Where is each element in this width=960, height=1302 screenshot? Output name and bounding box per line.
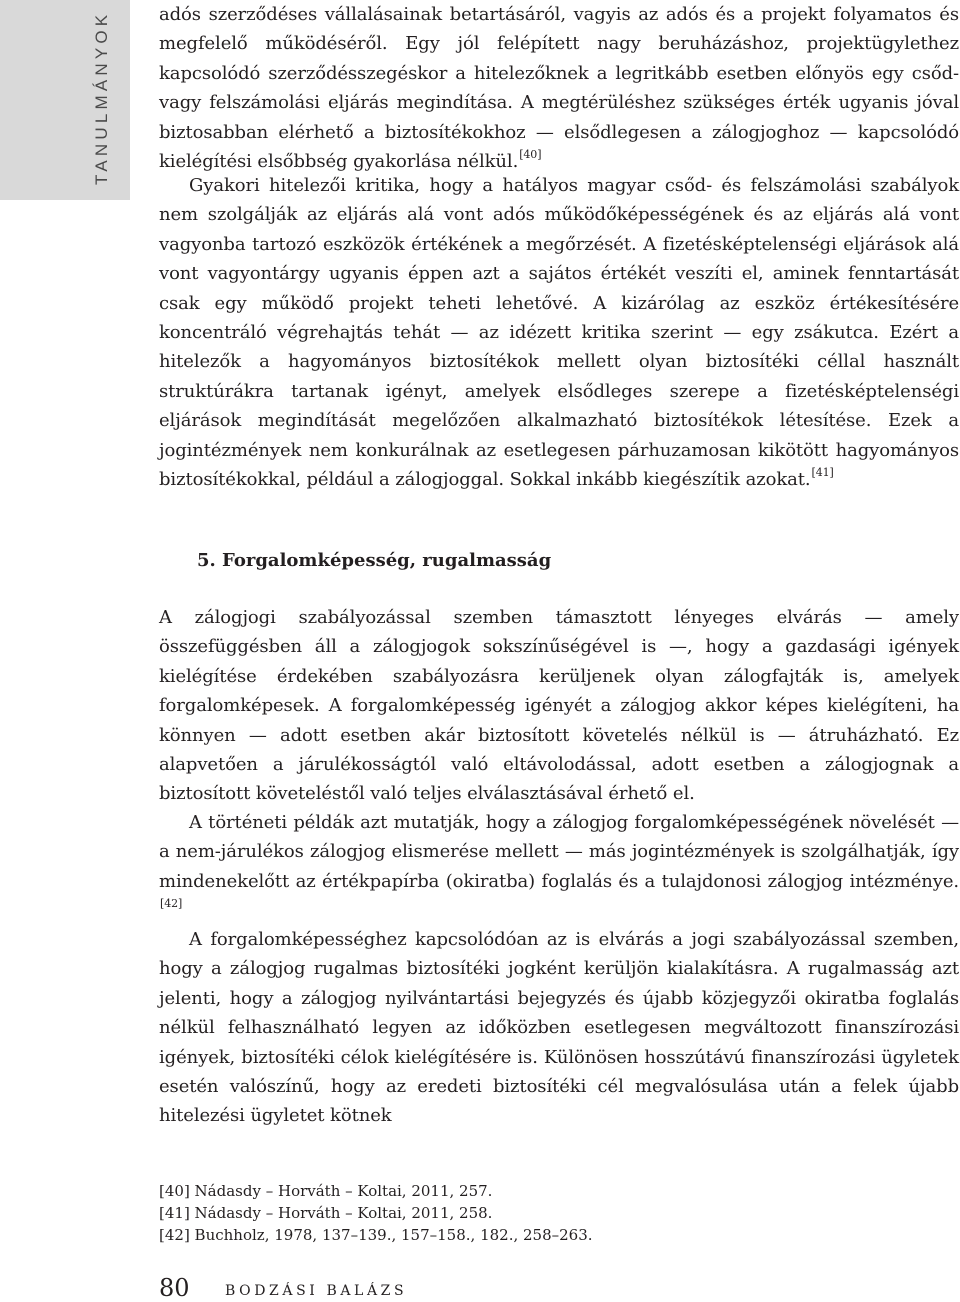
paragraph-2 <box>159 171 959 494</box>
footnote-ref-42[interactable]: [42] <box>160 897 183 911</box>
paragraph-5 <box>159 925 959 1131</box>
footnote-ref-41[interactable]: [41] <box>811 466 834 480</box>
footnote-41: [41] Nádasdy – Horváth – Koltai, 2011, 258. <box>159 1204 493 1222</box>
paragraph-2-text: Gyakori hitelezői kritika, hogy a hatályos magyar csőd- és felszámolási szabályok nem szolgálják az eljárás alá vont adós működőképességének és az eljárás alá vont vagyonba tartozó eszközök értékének a megőrzését. A fizetésképtelenségi eljárások alá vont vagyontárgy ugyanis éppen azt a sajátos értékét veszíti el, aminek fenntartását csak egy működő projekt teheti lehetővé. A kizárólag az eszköz értékesítésére koncentráló végrehajtás tehát — az idézett kritika szerint — egy zsákutca. Ezért a hitelezők a hagyományos biztosítékok mellett olyan biztosítéki céllal használt struktúrákra tartanak igényt, amelyek elsődleges szerepe a fizetésképtelenségi eljárások megindítását megelőzően alkalmazható biztosítékok létesítése. Ezek a jogintézmények nem konkurálnak az esetlegesen párhuzamosan kikötött hagyományos biztosítékokkal, például a zálogjoggal. Sokkal inkább kiegészítik azokat. <box>159 175 959 491</box>
section-heading: 5. Forgalomképesség, rugalmasság <box>197 550 552 571</box>
section-side-tab <box>0 0 130 200</box>
paragraph-3 <box>159 603 959 809</box>
footnotes <box>159 1180 859 1246</box>
running-author: BODZÁSI BALÁZS <box>225 1283 408 1299</box>
paragraph-1 <box>159 0 959 176</box>
section-side-tab-label: TANULMÁNYOK <box>92 10 111 185</box>
footnote-40: [40] Nádasdy – Horváth – Koltai, 2011, 257. <box>159 1182 493 1200</box>
footnote-ref-40[interactable]: [40] <box>519 148 542 162</box>
paragraph-4-text: A történeti példák azt mutatják, hogy a zálogjog forgalomképességének növelését — a nem-járulékos zálogjog elismerése mellett — más jogintézmények is szolgálhatják, így mindenekelőtt az értékpapírba (okiratba) foglalás és a tulajdonosi zálogjog intézménye. <box>159 812 959 892</box>
paragraph-5-text: A forgalomképességhez kapcsolódóan az is elvárás a jogi szabályozással szemben, hogy a zálogjog rugalmas biztosítéki jogként kerüljön kialakításra. A rugalmasság azt jelenti, hogy a zálogjog nyilvántartási bejegyzés és újabb közjegyzői okiratba foglalás nélkül felhasználható legyen az időközben esetlegesen megváltozott finanszírozási igények, biztosítéki célok kielégítésére is. Különösen hosszútávú finanszírozási ügyletek esetén valószínű, hogy az eredeti biztosítéki cél megvalósulása után a felek újabb hitelezési ügyletet kötnek <box>159 929 959 1127</box>
footnote-42: [42] Buchholz, 1978, 137–139., 157–158., 182., 258–263. <box>159 1226 593 1244</box>
paragraph-3-text: A zálogjogi szabályozással szemben támasztott lényeges elvárás — amely összefüggésben áll a zálogjogok sokszínűségével is —, hogy a gazdasági igények kielégítése érdekében szabályozásra kerüljenek olyan zálogfajták is, amelyek forgalomképesek. A forgalomképesség igényét a zálogjog akkor képes kielégíteni, ha könnyen — adott esetben akár biztosított követelés nélkül is — átruházható. Ez alapvetően a járulékosságtól való eltávolodással, adott esetben a zálogjognak a biztosított követeléstől való teljes elválasztásával érhető el. <box>159 607 959 805</box>
paragraph-4 <box>159 808 959 926</box>
paragraph-1-text: adós szerződéses vállalásainak betartásáról, vagyis az adós és a projekt folyamatos és megfelelő működéséről. Egy jól felépített nagy beruházáshoz, projektügylethez kapcsolódó szerződésszegéskor a hitelezőknek a legritkább esetben előnyös egy csőd- vagy felszámolási eljárás megindítása. A megtérüléshez szükséges érték ugyanis jóval biztosabban elérhető a biztosítékokhoz — elsődlegesen a zálogjoghoz — kapcsolódó kielégítési elsőbbség gyakorlása nélkül. <box>159 4 959 173</box>
page-number: 80 <box>159 1274 190 1302</box>
